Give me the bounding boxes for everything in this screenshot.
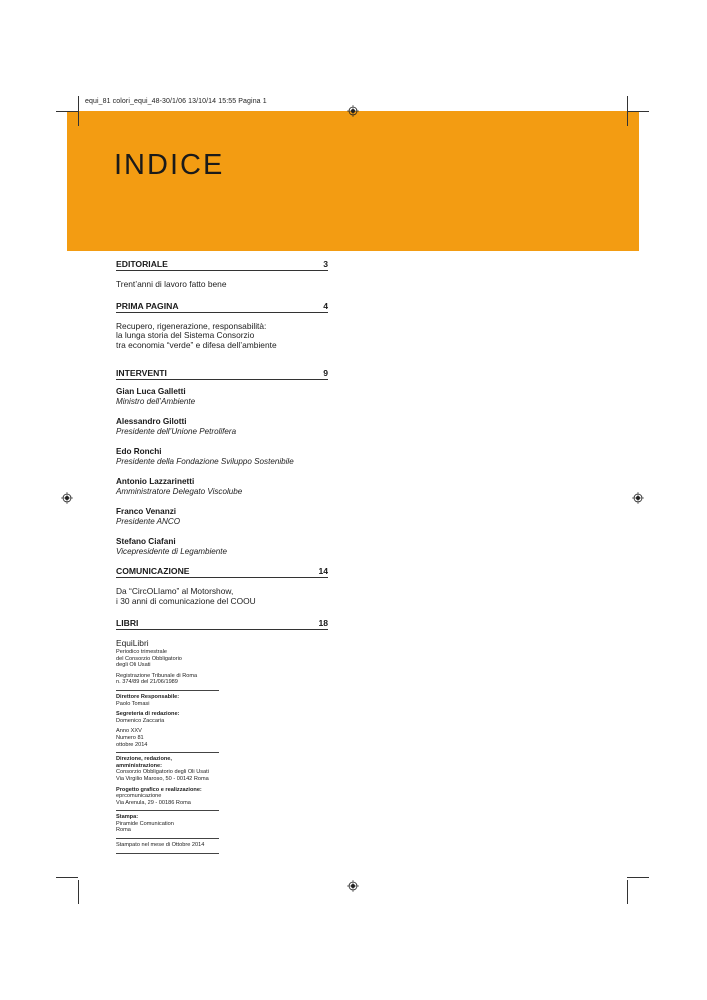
- desc-line: la lunga storia del Sistema Consorzio: [116, 330, 255, 341]
- contributor: [116, 507, 328, 527]
- colophon-line: Via Arenula, 29 - 00186 Roma: [116, 799, 191, 806]
- contributor: [116, 477, 328, 497]
- crop-mark: [627, 880, 628, 904]
- desc-line: Recupero, rigenerazione, responsabilità:: [116, 320, 267, 331]
- colophon-line: Periodico trimestrale: [116, 649, 167, 655]
- colophon-line: Registrazione Tribunale di Roma: [116, 672, 198, 679]
- crop-mark: [56, 111, 78, 112]
- contributor-name: Gian Luca Galletti: [116, 387, 186, 397]
- contributor-role: Presidente della Fondazione Sviluppo Sostenibile: [116, 457, 294, 467]
- registration-mark-icon: [632, 492, 644, 504]
- crop-mark: [56, 877, 78, 878]
- toc-page-number: 18: [318, 617, 328, 628]
- page-title: INDICE: [114, 149, 225, 181]
- contributor: [116, 537, 328, 557]
- colophon: [116, 649, 219, 857]
- colophon-line: Numero 81: [116, 734, 144, 741]
- colophon-line: Roma: [116, 827, 131, 834]
- colophon-line: Anno XXV: [116, 728, 142, 735]
- colophon-label: Stampa:: [116, 814, 139, 821]
- contributor: [116, 447, 328, 467]
- colophon-line: Domenico Zaccaria: [116, 717, 165, 724]
- colophon-line: del Consorzio Obbligatorio: [116, 655, 182, 662]
- divider: [116, 810, 219, 811]
- toc-description: [116, 639, 328, 649]
- contributor-name: Antonio Lazzarinetti: [116, 477, 195, 487]
- desc-line: tra economia “verde” e difesa dell’ambiente: [116, 339, 277, 350]
- toc-heading: COMUNICAZIONE: [116, 566, 190, 577]
- contributor-role: Presidente ANCO: [116, 517, 181, 527]
- toc-section-comunicazione[interactable]: [116, 566, 328, 578]
- toc-heading: PRIMA PAGINA: [116, 300, 179, 311]
- table-of-contents: [116, 259, 328, 648]
- colophon-line: Paolo Tomasi: [116, 700, 150, 707]
- crop-mark: [627, 877, 649, 878]
- divider: [116, 752, 219, 753]
- contributor: [116, 387, 328, 407]
- contributor-name: Alessandro Gilotti: [116, 417, 187, 427]
- registration-mark-icon: [347, 105, 359, 117]
- contributor-role: Presidente dell’Unione Petrolifera: [116, 427, 237, 437]
- toc-page-number: 9: [323, 368, 328, 379]
- toc-heading: LIBRI: [116, 617, 139, 628]
- desc-line: i 30 anni di comunicazione del COOU: [116, 595, 256, 606]
- crop-mark: [627, 111, 649, 112]
- contributor-role: Ministro dell’Ambiente: [116, 397, 196, 407]
- crop-mark: [78, 880, 79, 904]
- print-slug: equi_81 colori_equi_48-30/1/06 13/10/14 15:55 Pagina 1: [85, 98, 267, 105]
- toc-heading: INTERVENTI: [116, 368, 167, 379]
- colophon-label: Segreteria di redazione:: [116, 711, 180, 718]
- contributor-name: Stefano Ciafani: [116, 537, 176, 547]
- toc-description: [116, 280, 328, 290]
- contributor-role: Vicepresidente di Legambiente: [116, 547, 227, 557]
- title-banner: [67, 111, 639, 251]
- colophon-line: Consorzio Obbligatorio degli Oli Usati: [116, 769, 209, 776]
- colophon-line: n. 374/89 del 21/06/1989: [116, 679, 178, 686]
- toc-section-prima-pagina[interactable]: [116, 301, 328, 313]
- desc-line: EquiLibri: [116, 637, 149, 648]
- toc-page-number: 14: [318, 566, 328, 577]
- desc-line: Trent’anni di lavoro fatto bene: [116, 279, 227, 289]
- colophon-line: Piramide Comunication: [116, 820, 174, 827]
- registration-mark-icon: [347, 880, 359, 892]
- colophon-label: Direttore Responsabile:: [116, 693, 180, 700]
- crop-mark: [627, 96, 628, 126]
- colophon-line: ottobre 2014: [116, 741, 148, 748]
- contributor: [116, 417, 328, 437]
- divider: [116, 690, 219, 691]
- toc-description: [116, 587, 328, 606]
- colophon-line: Via Virgilio Maroso, 50 - 00142 Roma: [116, 775, 209, 782]
- colophon-label: Progetto grafico e realizzazione:: [116, 786, 202, 793]
- registration-mark-icon: [61, 492, 73, 504]
- contributor-name: Edo Ronchi: [116, 447, 162, 457]
- toc-section-interventi[interactable]: [116, 368, 328, 380]
- colophon-line: degli Oli Usati: [116, 662, 151, 669]
- toc-heading: EDITORIALE: [116, 259, 168, 269]
- contributor-name: Franco Venanzi: [116, 507, 177, 517]
- contributor-role: Amministratore Delegato Viscolube: [116, 487, 243, 497]
- toc-section-editoriale[interactable]: [116, 259, 328, 271]
- colophon-line: Stampato nel mese di Ottobre 2014: [116, 842, 205, 849]
- toc-page-number: 3: [323, 259, 328, 269]
- crop-mark: [78, 96, 79, 126]
- colophon-label: Direzione, redazione, amministrazione:: [116, 756, 172, 769]
- toc-description: [116, 322, 328, 351]
- desc-line: Da “CircOLIamo” al Motorshow,: [116, 586, 234, 597]
- divider: [116, 853, 219, 854]
- colophon-line: eprcomunicazione: [116, 793, 162, 800]
- divider: [116, 838, 219, 839]
- toc-section-libri[interactable]: [116, 618, 328, 630]
- toc-page-number: 4: [323, 300, 328, 311]
